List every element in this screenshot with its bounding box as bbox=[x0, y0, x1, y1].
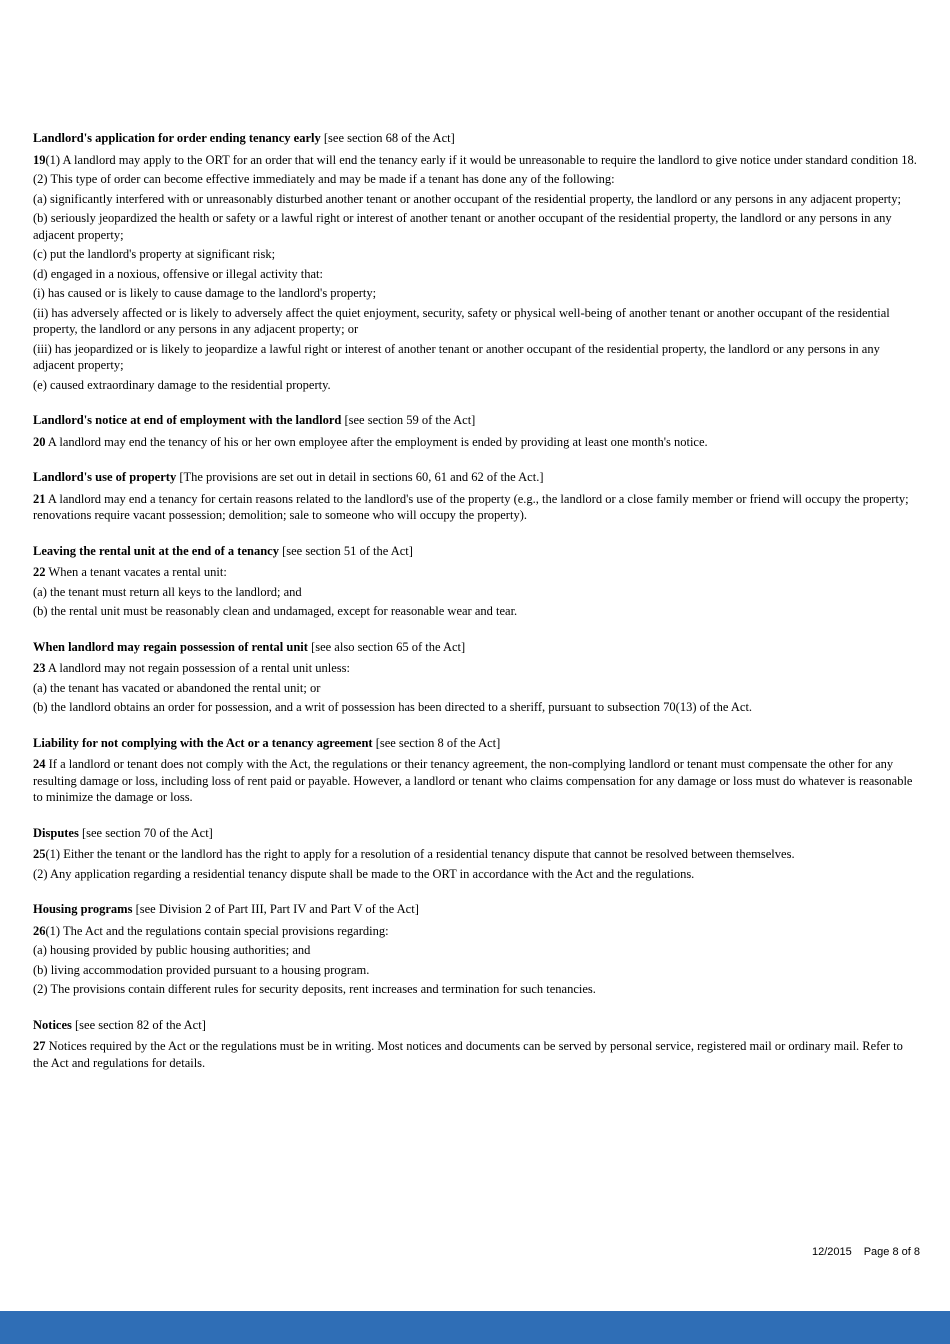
section-heading-title: Housing programs bbox=[33, 902, 133, 916]
item-number: 23 bbox=[33, 661, 46, 675]
paragraph: 25(1) Either the tenant or the landlord has the right to apply for a resolution of a residential tenancy dispute that cannot be resolved between themselves. bbox=[33, 847, 795, 861]
document-content bbox=[33, 130, 917, 1090]
section-heading-title: Landlord's use of property bbox=[33, 470, 177, 484]
section-heading bbox=[33, 543, 917, 560]
section-heading-note: [The provisions are set out in detail in sections 60, 61 and 62 of the Act.] bbox=[176, 470, 544, 484]
paragraph: (iii) has jeopardized or is likely to jeopardize a lawful right or interest of another tenant or another occupant of the residential property, the landlord or any persons in any adjacent property; bbox=[33, 341, 880, 372]
section bbox=[33, 901, 917, 998]
paragraph: (2) This type of order can become effective immediately and may be made if a tenant has done any of the following: bbox=[33, 172, 615, 186]
paragraph: 21 A landlord may end a tenancy for certain reasons related to the landlord's use of the property (e.g., the landlord or a close family member or friend will occupy the property; renovations require vacant possession; demolition; sale to someone who will occupy the property). bbox=[33, 491, 909, 522]
paragraph: 19(1) A landlord may apply to the ORT for an order that will end the tenancy early if it would be unreasonable to require the landlord to give notice under standard condition 18. bbox=[33, 152, 917, 167]
page-footer bbox=[812, 1245, 920, 1260]
bottom-accent-bar bbox=[0, 1311, 950, 1344]
item-number: 22 bbox=[33, 565, 46, 579]
paragraph: 24 If a landlord or tenant does not comply with the Act, the regulations or their tenancy agreement, the non-complying landlord or tenant must compensate the other for any resulting damage or loss, including loss of rent paid or payable. However, a landlord or tenant who claims compensation for any damage or loss must do whatever is reasonable to minimize the damage or loss. bbox=[33, 757, 913, 804]
section-heading-note: [see also section 65 of the Act] bbox=[307, 639, 466, 654]
paragraph: (b) the landlord obtains an order for possession, and a writ of possession has been directed to a sheriff, pursuant to subsection 70(13) of the Act. bbox=[33, 700, 753, 714]
paragraph: (2) The provisions contain different rules for security deposits, rent increases and termination for such tenancies. bbox=[33, 982, 596, 996]
section bbox=[33, 412, 917, 450]
section-heading-title: Landlord's application for order ending tenancy early bbox=[33, 131, 321, 145]
section-heading-note: [see Division 2 of Part III, Part IV and Part V of the Act] bbox=[132, 902, 419, 916]
section-heading-title: Landlord's notice at end of employment with the landlord bbox=[33, 413, 342, 427]
section-heading-note: [see section 51 of the Act] bbox=[278, 543, 413, 558]
paragraph: 23 A landlord may not regain possession of a rental unit unless: bbox=[33, 661, 350, 675]
section-heading bbox=[33, 1017, 917, 1034]
item-number: 25 bbox=[33, 847, 46, 861]
item-number: 24 bbox=[33, 757, 46, 771]
item-number: 26 bbox=[33, 923, 46, 938]
section-heading-note: [see section 68 of the Act] bbox=[320, 131, 455, 145]
section-heading bbox=[33, 130, 917, 147]
paragraph: (2) Any application regarding a residential tenancy dispute shall be made to the ORT in accordance with the Act and the regulations. bbox=[33, 866, 695, 881]
item-number: 27 bbox=[33, 1039, 46, 1053]
section-heading-title: When landlord may regain possession of rental unit bbox=[33, 639, 308, 654]
footer-page-label: Page 8 of 8 bbox=[863, 1246, 920, 1259]
section-heading-title: Disputes bbox=[33, 825, 79, 840]
item-number: 21 bbox=[33, 491, 46, 506]
paragraph: (a) the tenant must return all keys to the landlord; and bbox=[33, 584, 302, 599]
section-heading-note: [see section 70 of the Act] bbox=[78, 825, 213, 840]
section bbox=[33, 130, 917, 393]
section bbox=[33, 735, 917, 806]
paragraph: (i) has caused or is likely to cause damage to the landlord's property; bbox=[33, 286, 377, 300]
section-heading-note: [see section 59 of the Act] bbox=[341, 413, 476, 427]
footer-date: 12/2015 bbox=[811, 1246, 852, 1259]
section bbox=[33, 469, 917, 524]
paragraph: (a) the tenant has vacated or abandoned the rental unit; or bbox=[33, 680, 321, 695]
paragraph: 20 A landlord may end the tenancy of his or her own employee after the employment is ended by providing at least one month's notice. bbox=[33, 434, 708, 449]
paragraph: (d) engaged in a noxious, offensive or illegal activity that: bbox=[33, 266, 323, 281]
paragraph: 22 When a tenant vacates a rental unit: bbox=[33, 565, 227, 579]
paragraph: (b) the rental unit must be reasonably clean and undamaged, except for reasonable wear and tear. bbox=[33, 604, 518, 618]
paragraph: 26(1) The Act and the regulations contain special provisions regarding: bbox=[33, 923, 389, 938]
paragraph: (c) put the landlord's property at significant risk; bbox=[33, 247, 276, 261]
paragraph: 27 Notices required by the Act or the regulations must be in writing. Most notices and documents can be served by personal service, registered mail or ordinary mail. Refer to the Act and regulations for details. bbox=[33, 1039, 903, 1070]
section-heading bbox=[33, 469, 917, 486]
section-heading-note: [see section 8 of the Act] bbox=[372, 735, 501, 750]
paragraph: (b) seriously jeopardized the health or safety or a lawful right or interest of another tenant or another occupant of the residential property, the landlord or any persons in any adjacent property; bbox=[33, 211, 892, 242]
section-heading bbox=[33, 735, 917, 752]
paragraph: (b) living accommodation provided pursuant to a housing program. bbox=[33, 962, 370, 977]
section-heading bbox=[33, 412, 917, 429]
paragraph: (e) caused extraordinary damage to the residential property. bbox=[33, 377, 331, 392]
section-heading-note: [see section 82 of the Act] bbox=[71, 1017, 206, 1032]
section bbox=[33, 1017, 917, 1072]
section bbox=[33, 639, 917, 716]
section-heading bbox=[33, 901, 917, 918]
section-heading-title: Notices bbox=[33, 1017, 72, 1032]
section-heading bbox=[33, 825, 917, 842]
paragraph: (a) housing provided by public housing authorities; and bbox=[33, 943, 311, 957]
section-heading bbox=[33, 639, 917, 656]
item-number: 19 bbox=[33, 152, 46, 167]
section bbox=[33, 825, 917, 883]
section bbox=[33, 543, 917, 620]
paragraph: (a) significantly interfered with or unreasonably disturbed another tenant or another occupant of the residential property, the landlord or any persons in any adjacent property; bbox=[33, 191, 901, 206]
section-heading-title: Liability for not complying with the Act or a tenancy agreement bbox=[33, 735, 373, 750]
item-number: 20 bbox=[33, 434, 46, 449]
paragraph: (ii) has adversely affected or is likely to adversely affect the quiet enjoyment, security, safety or physical well-being of another tenant or another occupant of the residential property, the landlord or any persons in any adjacent property; or bbox=[33, 305, 890, 336]
section-heading-title: Leaving the rental unit at the end of a tenancy bbox=[33, 543, 279, 558]
